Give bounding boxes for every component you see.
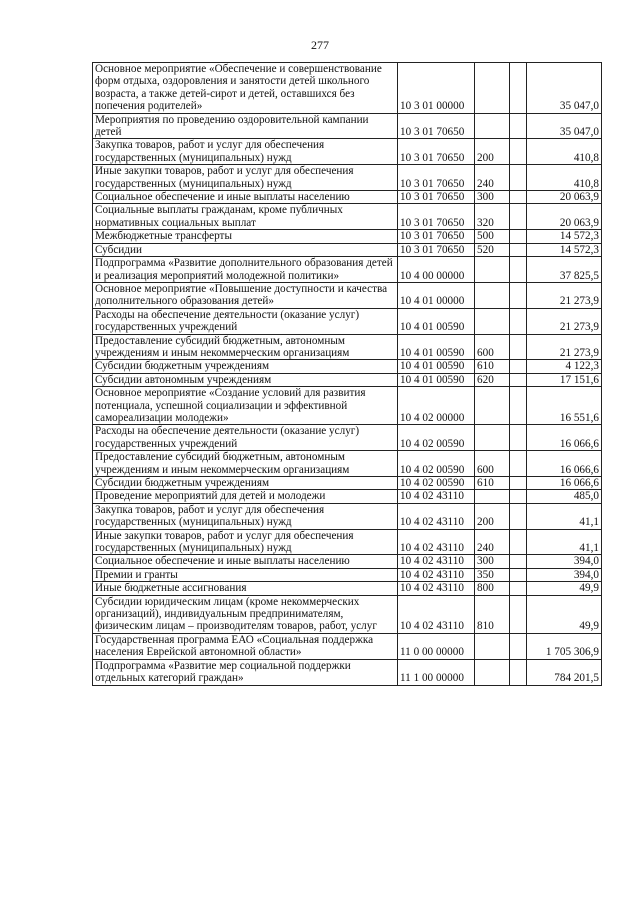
row-empty-cell (510, 257, 527, 283)
row-expense-type (475, 308, 510, 334)
row-name: Субсидии (93, 243, 398, 256)
table-row (93, 230, 602, 243)
row-empty-cell (510, 568, 527, 581)
row-code: 10 4 01 00590 (398, 334, 475, 360)
row-expense-type (475, 490, 510, 503)
table-row (93, 568, 602, 581)
table-row (93, 334, 602, 360)
row-amount: 784 201,5 (527, 659, 602, 685)
row-empty-cell (510, 334, 527, 360)
row-amount: 394,0 (527, 555, 602, 568)
table-row (93, 139, 602, 165)
row-empty-cell (510, 113, 527, 139)
row-amount: 49,9 (527, 595, 602, 633)
row-name: Основное мероприятие «Повышение доступности и качества дополнительного образования детей» (93, 282, 398, 308)
row-code: 10 3 01 70650 (398, 139, 475, 165)
table-row (93, 165, 602, 191)
row-empty-cell (510, 425, 527, 451)
row-name: Проведение мероприятий для детей и молодежи (93, 490, 398, 503)
table-row (93, 113, 602, 139)
row-empty-cell (510, 555, 527, 568)
row-empty-cell (510, 451, 527, 477)
row-expense-type: 620 (475, 373, 510, 386)
row-code: 10 4 02 43110 (398, 490, 475, 503)
table-row (93, 425, 602, 451)
row-name: Предоставление субсидий бюджетным, автономным учреждениям и иным некоммерческим организациям (93, 334, 398, 360)
row-expense-type: 200 (475, 503, 510, 529)
row-empty-cell (510, 308, 527, 334)
row-empty-cell (510, 191, 527, 204)
row-name: Расходы на обеспечение деятельности (оказание услуг) государственных учреждений (93, 425, 398, 451)
page-number: 277 (311, 38, 329, 52)
row-name: Социальное обеспечение и иные выплаты населению (93, 555, 398, 568)
row-empty-cell (510, 529, 527, 555)
row-amount: 21 273,9 (527, 282, 602, 308)
row-name: Премии и гранты (93, 568, 398, 581)
row-amount: 41,1 (527, 503, 602, 529)
row-expense-type (475, 633, 510, 659)
row-empty-cell (510, 243, 527, 256)
row-code: 10 4 02 43110 (398, 568, 475, 581)
row-name: Предоставление субсидий бюджетным, автономным учреждениям и иным некоммерческим организациям (93, 451, 398, 477)
row-name: Субсидии автономным учреждениям (93, 373, 398, 386)
table-row (93, 595, 602, 633)
row-expense-type: 520 (475, 243, 510, 256)
row-amount: 4 122,3 (527, 360, 602, 373)
row-expense-type: 350 (475, 568, 510, 581)
row-code: 10 4 02 00000 (398, 387, 475, 425)
row-expense-type (475, 63, 510, 114)
table-row (93, 490, 602, 503)
row-code: 10 3 01 70650 (398, 165, 475, 191)
row-amount: 37 825,5 (527, 257, 602, 283)
table-row (93, 529, 602, 555)
row-empty-cell (510, 373, 527, 386)
row-code: 10 4 02 43110 (398, 529, 475, 555)
row-amount: 35 047,0 (527, 113, 602, 139)
row-empty-cell (510, 582, 527, 595)
row-empty-cell (510, 633, 527, 659)
row-expense-type: 600 (475, 334, 510, 360)
row-amount: 14 572,3 (527, 243, 602, 256)
row-code: 10 3 01 70650 (398, 243, 475, 256)
row-empty-cell (510, 282, 527, 308)
row-code: 10 4 02 00590 (398, 477, 475, 490)
row-amount: 485,0 (527, 490, 602, 503)
row-name: Иные бюджетные ассигнования (93, 582, 398, 595)
row-amount: 41,1 (527, 529, 602, 555)
row-code: 10 4 01 00590 (398, 360, 475, 373)
row-name: Иные закупки товаров, работ и услуг для обеспечения государственных (муниципальных) нужд (93, 529, 398, 555)
row-code: 10 3 01 00000 (398, 63, 475, 114)
table-row (93, 582, 602, 595)
table-row (93, 451, 602, 477)
row-expense-type (475, 387, 510, 425)
row-empty-cell (510, 477, 527, 490)
row-name: Расходы на обеспечение деятельности (оказание услуг) государственных учреждений (93, 308, 398, 334)
row-name: Субсидии юридическим лицам (кроме некоммерческих организаций), индивидуальным предпринимателям, физическим лицам – производителям товаров, работ, услуг (93, 595, 398, 633)
row-empty-cell (510, 139, 527, 165)
row-amount: 21 273,9 (527, 308, 602, 334)
table-row (93, 63, 602, 114)
row-code: 10 3 01 70650 (398, 113, 475, 139)
row-amount: 35 047,0 (527, 63, 602, 114)
row-name: Подпрограмма «Развитие дополнительного образования детей и реализация мероприятий молодежной политики» (93, 257, 398, 283)
row-expense-type: 240 (475, 529, 510, 555)
row-name: Закупка товаров, работ и услуг для обеспечения государственных (муниципальных) нужд (93, 503, 398, 529)
row-amount: 394,0 (527, 568, 602, 581)
row-expense-type (475, 113, 510, 139)
row-expense-type (475, 425, 510, 451)
row-code: 10 4 01 00590 (398, 308, 475, 334)
row-name: Иные закупки товаров, работ и услуг для обеспечения государственных (муниципальных) нужд (93, 165, 398, 191)
row-amount: 410,8 (527, 165, 602, 191)
table-row (93, 243, 602, 256)
row-code: 10 3 01 70650 (398, 191, 475, 204)
row-expense-type (475, 282, 510, 308)
row-amount: 49,9 (527, 582, 602, 595)
row-name: Основное мероприятие «Обеспечение и совершенствование форм отдыха, оздоровления и занятости детей школьного возраста, а также детей-сирот и детей, оставшихся без попечения родителей» (93, 63, 398, 114)
row-amount: 16 066,6 (527, 425, 602, 451)
row-code: 10 4 01 00590 (398, 373, 475, 386)
table-row (93, 360, 602, 373)
row-amount: 20 063,9 (527, 204, 602, 230)
table-row (93, 308, 602, 334)
row-name: Социальные выплаты гражданам, кроме публичных нормативных социальных выплат (93, 204, 398, 230)
row-empty-cell (510, 230, 527, 243)
row-empty-cell (510, 387, 527, 425)
row-expense-type: 600 (475, 451, 510, 477)
row-code: 10 4 02 43110 (398, 582, 475, 595)
row-empty-cell (510, 63, 527, 114)
row-expense-type: 610 (475, 477, 510, 490)
row-empty-cell (510, 165, 527, 191)
row-expense-type: 300 (475, 555, 510, 568)
row-expense-type: 500 (475, 230, 510, 243)
row-amount: 14 572,3 (527, 230, 602, 243)
row-code: 10 3 01 70650 (398, 230, 475, 243)
row-empty-cell (510, 490, 527, 503)
row-amount: 16 066,6 (527, 477, 602, 490)
row-name: Закупка товаров, работ и услуг для обеспечения государственных (муниципальных) нужд (93, 139, 398, 165)
row-expense-type: 610 (475, 360, 510, 373)
row-amount: 410,8 (527, 139, 602, 165)
row-amount: 16 551,6 (527, 387, 602, 425)
row-code: 11 1 00 00000 (398, 659, 475, 685)
table-row (93, 191, 602, 204)
row-name: Социальное обеспечение и иные выплаты населению (93, 191, 398, 204)
row-amount: 21 273,9 (527, 334, 602, 360)
table-row (93, 633, 602, 659)
row-code: 10 4 01 00000 (398, 282, 475, 308)
row-amount: 17 151,6 (527, 373, 602, 386)
row-amount: 20 063,9 (527, 191, 602, 204)
row-empty-cell (510, 503, 527, 529)
table-row (93, 282, 602, 308)
table-row (93, 373, 602, 386)
row-code: 10 3 01 70650 (398, 204, 475, 230)
row-name: Основное мероприятие «Создание условий для развития потенциала, успешной социализации и эффективной самореализации молодежи» (93, 387, 398, 425)
row-expense-type: 200 (475, 139, 510, 165)
row-code: 10 4 02 43110 (398, 555, 475, 568)
row-code: 10 4 02 43110 (398, 595, 475, 633)
row-name: Мероприятия по проведению оздоровительной кампании детей (93, 113, 398, 139)
row-code: 10 4 02 00590 (398, 451, 475, 477)
table-row (93, 257, 602, 283)
row-expense-type: 300 (475, 191, 510, 204)
row-amount: 1 705 306,9 (527, 633, 602, 659)
table-row (93, 477, 602, 490)
row-expense-type: 800 (475, 582, 510, 595)
row-expense-type: 810 (475, 595, 510, 633)
row-expense-type: 240 (475, 165, 510, 191)
row-expense-type (475, 659, 510, 685)
row-name: Межбюджетные трансферты (93, 230, 398, 243)
row-name: Государственная программа ЕАО «Социальная поддержка населения Еврейской автономной области» (93, 633, 398, 659)
row-code: 10 4 02 00590 (398, 425, 475, 451)
row-code: 10 4 02 43110 (398, 503, 475, 529)
row-empty-cell (510, 595, 527, 633)
row-code: 10 4 00 00000 (398, 257, 475, 283)
row-expense-type (475, 257, 510, 283)
row-name: Субсидии бюджетным учреждениям (93, 360, 398, 373)
row-expense-type: 320 (475, 204, 510, 230)
table-row (93, 555, 602, 568)
row-empty-cell (510, 204, 527, 230)
table-row (93, 659, 602, 685)
row-code: 11 0 00 00000 (398, 633, 475, 659)
row-empty-cell (510, 360, 527, 373)
budget-table (92, 62, 602, 686)
table-row (93, 204, 602, 230)
table-row (93, 387, 602, 425)
row-name: Подпрограмма «Развитие мер социальной поддержки отдельных категорий граждан» (93, 659, 398, 685)
row-empty-cell (510, 659, 527, 685)
row-name: Субсидии бюджетным учреждениям (93, 477, 398, 490)
table-row (93, 503, 602, 529)
row-amount: 16 066,6 (527, 451, 602, 477)
